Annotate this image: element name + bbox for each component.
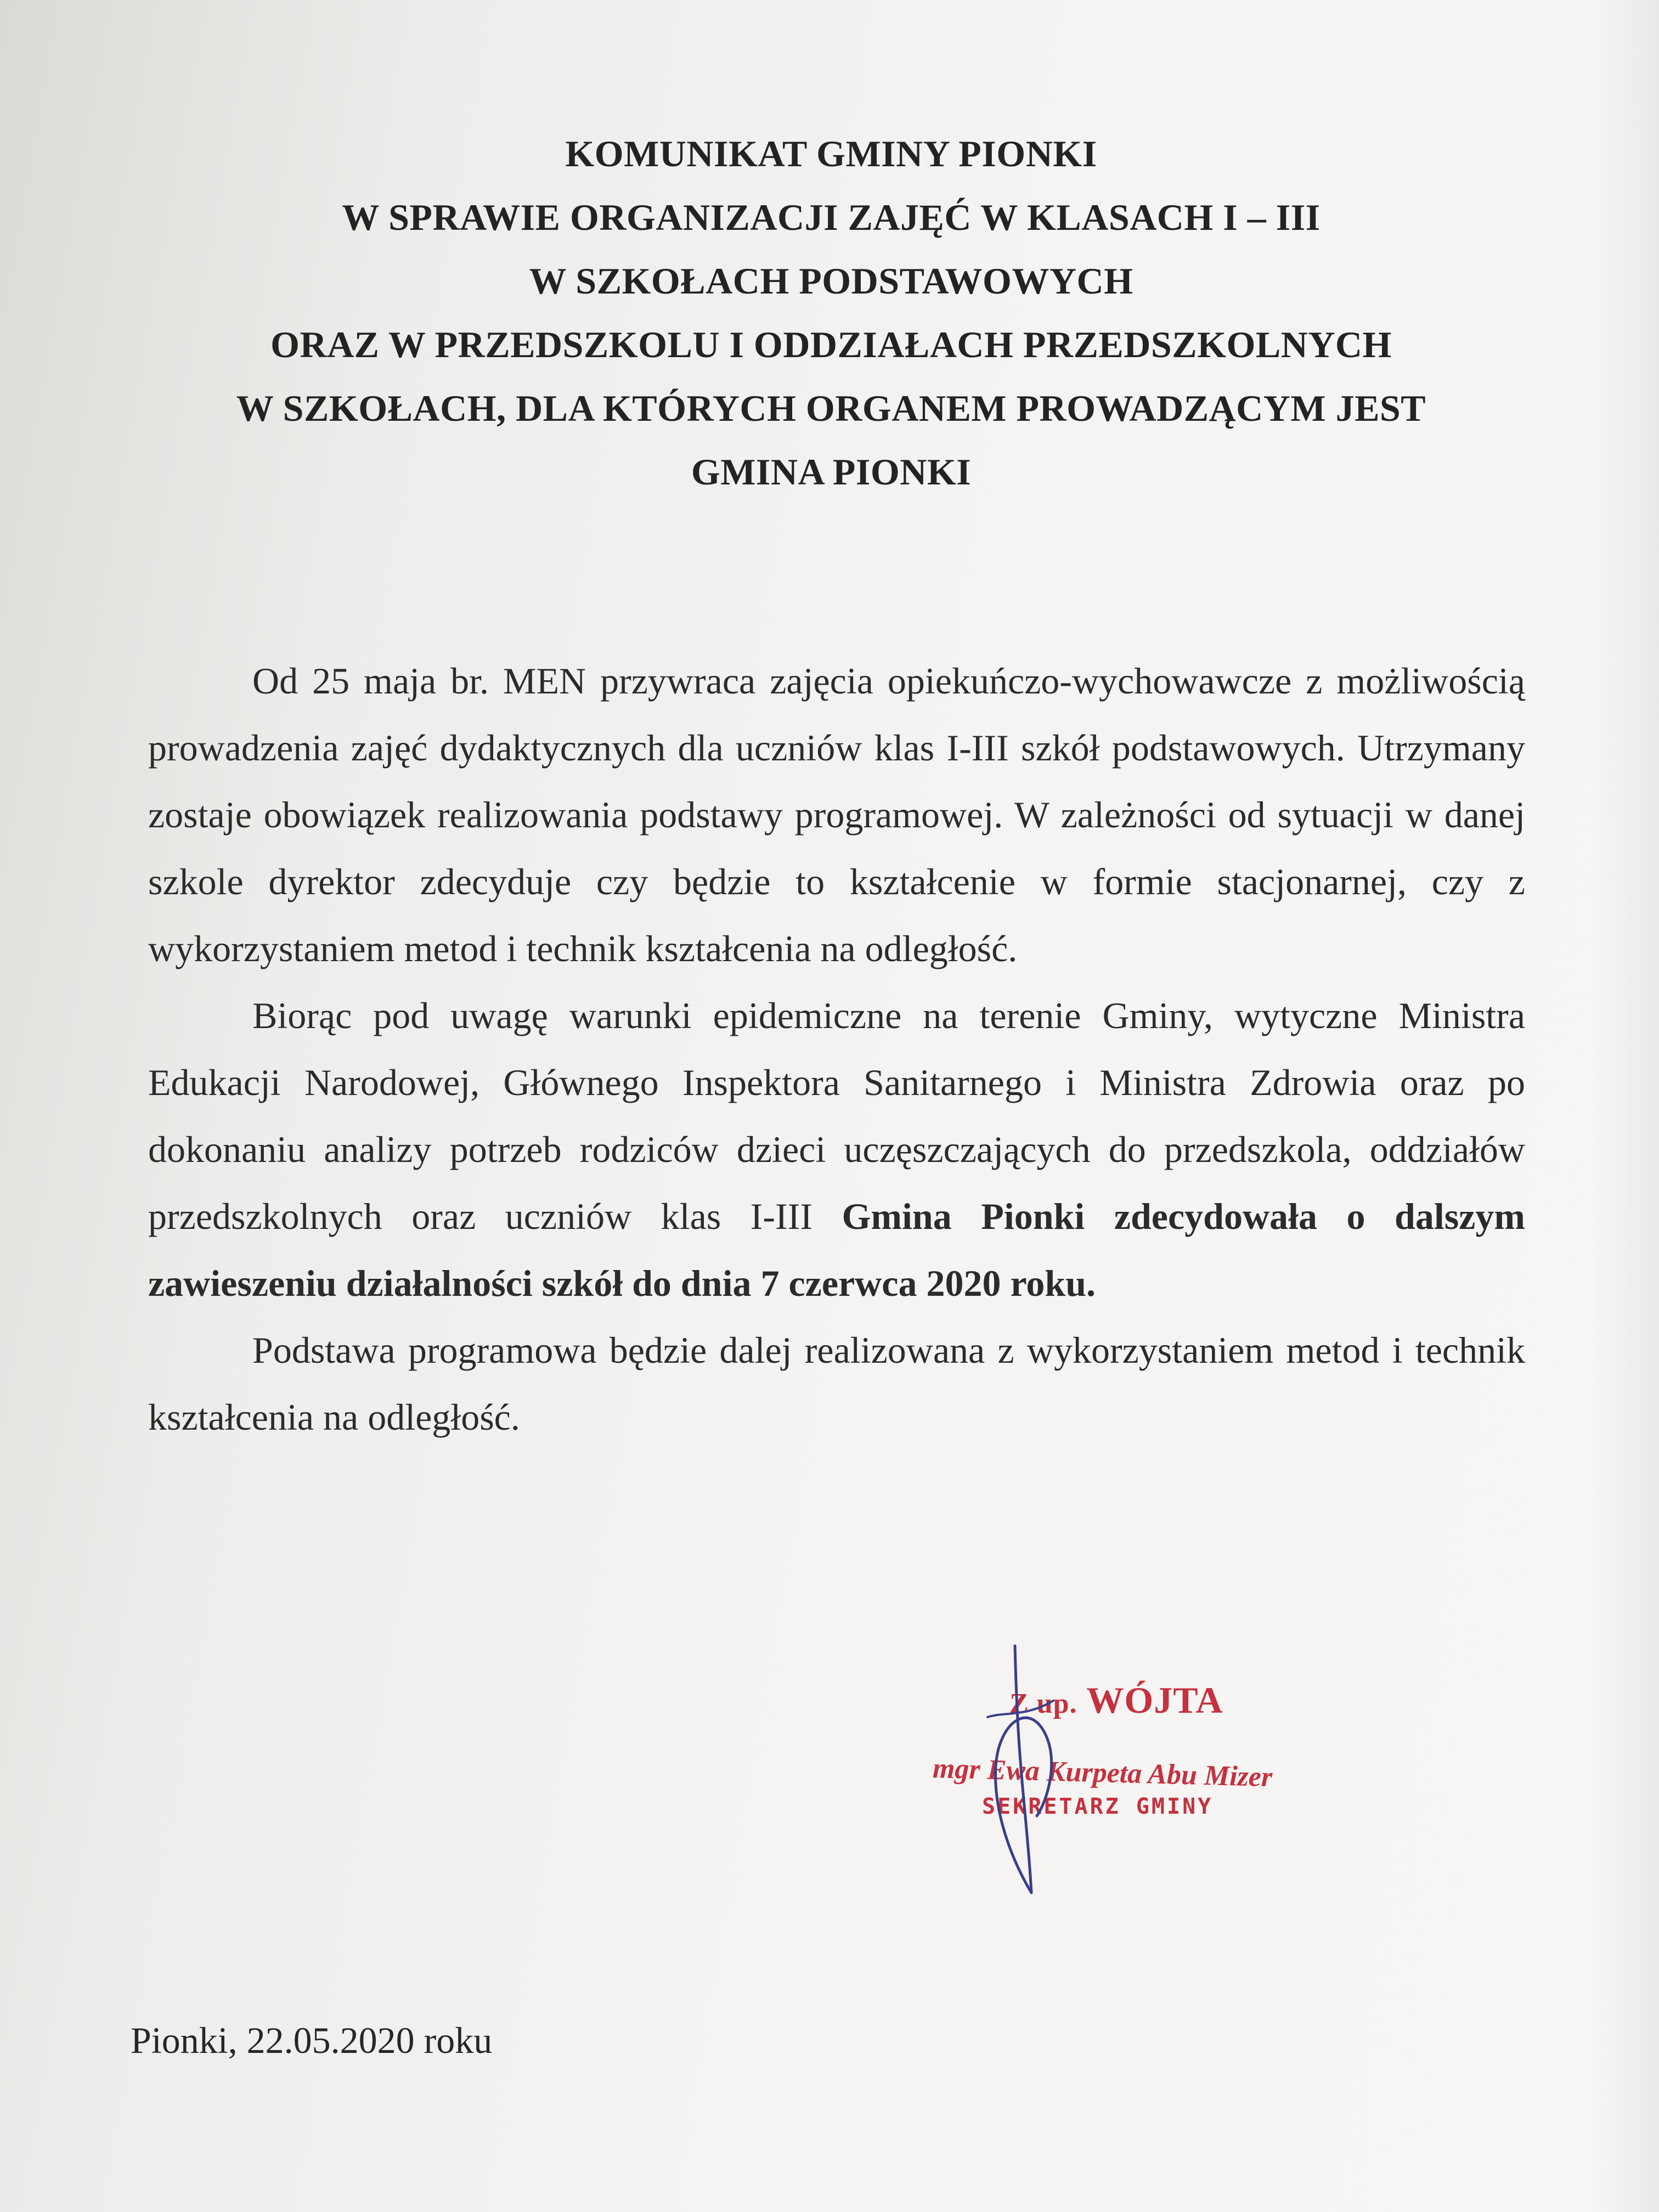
paragraph-3: Podstawa programowa będzie dalej realizowana z wykorzystaniem metod i technik kształcenia na odległość. — [148, 1329, 1525, 1438]
document-body — [148, 647, 1525, 1451]
paragraph-1: Od 25 maja br. MEN przywraca zajęcia opiekuńczo-wychowawcze z możliwością prowadzenia zajęć dydaktycznych dla uczniów klas I-III szkół podstawowych. Utrzymany zostaje obowiązek realizowania podstawy programowej. W zależności od sytuacji w danej szkole dyrektor zdecyduje czy będzie to kształcenie w formie stacjonarnej, czy z wykorzystaniem metod i technik kształcenia na odległość. — [148, 660, 1525, 969]
paragraph-2-decision: Gmina Pionki zdecydowała o dalszym zawieszeniu działalności szkół do dnia 7 czerwca 2020 roku. — [148, 1195, 1525, 1304]
place-and-date: Pionki, 22.05.2020 roku — [131, 2019, 493, 2061]
paragraph-2 — [148, 982, 1525, 1317]
title-line-3: W SZKOŁACH PODSTAWOWYCH — [529, 260, 1133, 302]
title-line-1: KOMUNIKAT GMINY PIONKI — [565, 133, 1097, 174]
title-line-2: W SPRAWIE ORGANIZACJI ZAJĘĆ W KLASACH I – III — [342, 196, 1321, 238]
stamp-role: SEKRETARZ GMINY — [982, 1794, 1214, 1819]
title-line-5: W SZKOŁACH, DLA KTÓRYCH ORGANEM PROWADZĄCYM JEST — [236, 387, 1426, 429]
stamp-name: mgr Ewa Kurpeta Abu Mizer — [932, 1753, 1273, 1793]
document-title — [0, 122, 1659, 504]
stamp-title: WÓJTA — [1086, 1679, 1223, 1721]
paragraph-2-text: Biorąc pod uwagę warunki epidemiczne na terenie Gminy, wytyczne Ministra Edukacji Narodowej, Głównego Inspektora Sanitarnego i Ministra Zdrowia oraz po dokonaniu analizy potrzeb rodziców dzieci uczęszczających do przedszkola, oddziałów przedszkolnych oraz uczniów klas I-III — [148, 995, 1525, 1237]
handwritten-signature — [955, 1635, 1130, 1909]
title-line-6: GMINA PIONKI — [691, 451, 972, 493]
title-line-4: ORAZ W PRZEDSZKOLU I ODDZIAŁACH PRZEDSZKOLNYCH — [270, 324, 1392, 365]
stamp-prefix: Z up. — [1009, 1688, 1077, 1719]
